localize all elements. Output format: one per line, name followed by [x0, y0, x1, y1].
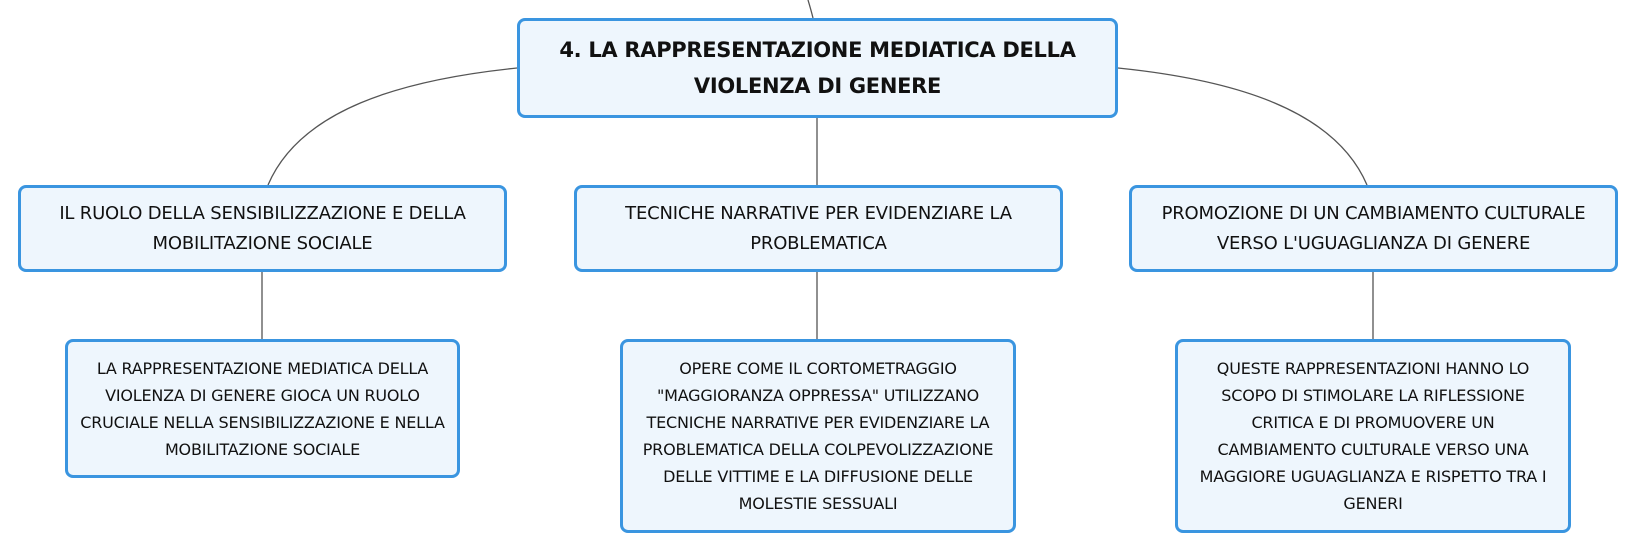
connector-root-to-branch-3 [1118, 68, 1367, 185]
branch-node-cambiamento-culturale[interactable] [1129, 185, 1618, 272]
branch-label: PROMOZIONE DI UN CAMBIAMENTO CULTURALE VERSO L'UGUAGLIANZA DI GENERE [1161, 202, 1586, 254]
branch-node-tecniche-narrative[interactable] [574, 185, 1063, 272]
detail-node-sensibilizzazione[interactable] [65, 339, 460, 478]
root-topic-label: 4. LA RAPPRESENTAZIONE MEDIATICA DELLA VIOLENZA DI GENERE [559, 38, 1076, 98]
branch-node-sensibilizzazione[interactable] [18, 185, 507, 272]
branch-label: IL RUOLO DELLA SENSIBILIZZAZIONE E DELLA MOBILITAZIONE SOCIALE [59, 202, 466, 254]
detail-label: LA RAPPRESENTAZIONE MEDIATICA DELLA VIOLENZA DI GENERE GIOCA UN RUOLO CRUCIALE NELLA SENSIBILIZZAZIONE E NELLA MOBILITAZIONE SOCIALE [80, 358, 445, 459]
detail-node-tecniche-narrative[interactable] [620, 339, 1016, 533]
connector-root-to-branch-1 [268, 68, 517, 185]
detail-label: QUESTE RAPPRESENTAZIONI HANNO LO SCOPO DI STIMOLARE LA RIFLESSIONE CRITICA E DI PROMUOVERE UN CAMBIAMENTO CULTURALE VERSO UNA MAGGIORE UGUAGLIANZA E RISPETTO TRA I GENERI [1199, 359, 1547, 513]
connector-from-parent [808, 0, 813, 18]
detail-node-cambiamento-culturale[interactable] [1175, 339, 1571, 533]
branch-label: TECNICHE NARRATIVE PER EVIDENZIARE LA PROBLEMATICA [625, 202, 1012, 254]
detail-label: OPERE COME IL CORTOMETRAGGIO "MAGGIORANZA OPPRESSA" UTILIZZANO TECNICHE NARRATIVE PER EVIDENZIARE LA PROBLEMATICA DELLA COLPEVOLIZZAZIONE DELLE VITTIME E LA DIFFUSIONE DELLE MOLESTIE SESSUALI [642, 359, 994, 513]
root-topic-node[interactable] [517, 18, 1118, 118]
